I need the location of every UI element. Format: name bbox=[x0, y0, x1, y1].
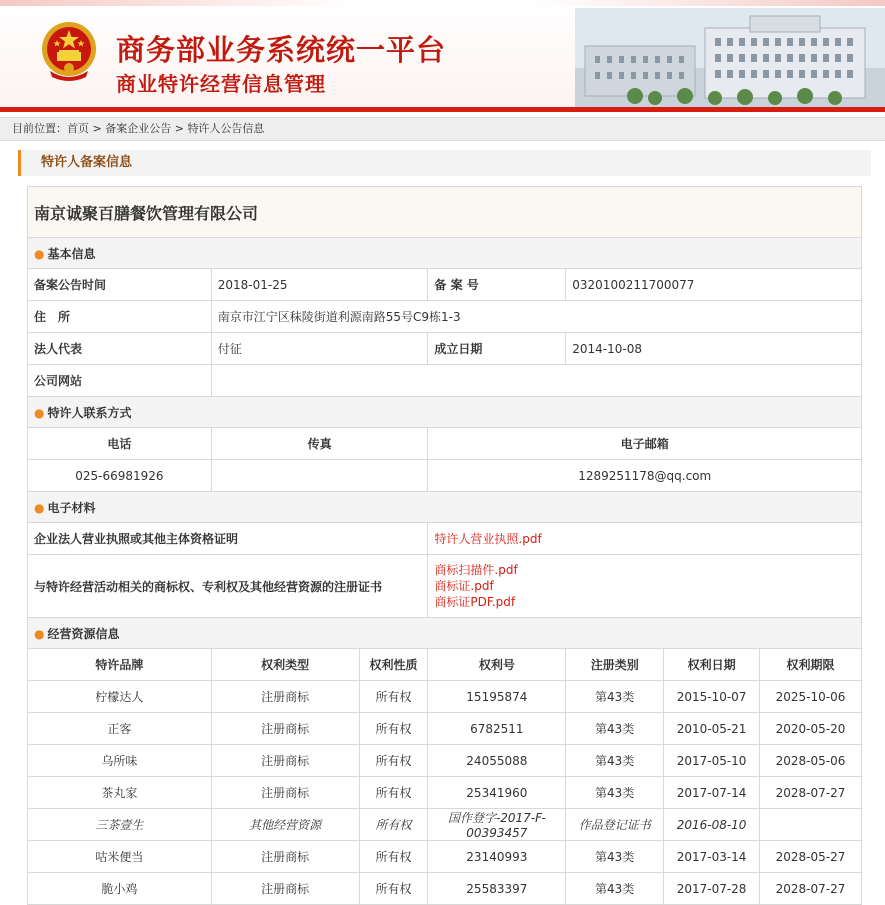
materials-row bbox=[28, 523, 862, 555]
resources-heading: 经营资源信息 bbox=[47, 626, 120, 641]
table-cell: 2017-03-14 bbox=[664, 841, 760, 873]
table-cell: 2025-10-06 bbox=[760, 681, 862, 713]
column-header: 权利性质 bbox=[359, 649, 428, 681]
email-value[interactable]: 1289251178@qq.com bbox=[428, 460, 862, 492]
table-cell: 2010-05-21 bbox=[664, 713, 760, 745]
table-cell: 所有权 bbox=[359, 745, 428, 777]
table-row bbox=[28, 841, 862, 873]
table-cell: 2017-07-14 bbox=[664, 777, 760, 809]
table-cell: 注册商标 bbox=[211, 745, 359, 777]
table-row bbox=[28, 777, 862, 809]
table-cell: 2017-05-10 bbox=[664, 745, 760, 777]
table-cell: 2017-07-28 bbox=[664, 873, 760, 905]
column-header: 权利日期 bbox=[664, 649, 760, 681]
table-cell: 柠檬达人 bbox=[28, 681, 212, 713]
table-cell: 2020-05-20 bbox=[760, 713, 862, 745]
table-cell: 2028-05-06 bbox=[760, 745, 862, 777]
platform-title: 商务部业务系统统一平台 bbox=[116, 33, 447, 67]
bullet-icon: ● bbox=[34, 246, 45, 261]
contact-value-row bbox=[28, 460, 862, 492]
website-label: 公司网站 bbox=[28, 365, 212, 397]
record-no-value: 0320100211700077 bbox=[566, 269, 862, 301]
pdf-link[interactable]: 商标证PDF.pdf bbox=[434, 595, 516, 609]
table-cell: 23140993 bbox=[428, 841, 566, 873]
table-cell: 25341960 bbox=[428, 777, 566, 809]
record-no-label: 备 案 号 bbox=[428, 269, 566, 301]
breadcrumb-separator: > bbox=[89, 122, 106, 135]
table-cell: 其他经营资源 bbox=[211, 809, 359, 841]
column-header: 权利类型 bbox=[211, 649, 359, 681]
site-header bbox=[0, 0, 885, 112]
table-cell: 所有权 bbox=[359, 809, 428, 841]
established-label: 成立日期 bbox=[428, 333, 566, 365]
announce-time-value: 2018-01-25 bbox=[211, 269, 428, 301]
pdf-link[interactable]: 特许人营业执照.pdf bbox=[434, 531, 542, 546]
company-name: 南京诚聚百膳餐饮管理有限公司 bbox=[28, 187, 862, 238]
table-cell: 国作登字-2017-F-00393457 bbox=[428, 809, 566, 841]
table-cell: 茶丸家 bbox=[28, 777, 212, 809]
fax-value bbox=[211, 460, 428, 492]
established-value: 2014-10-08 bbox=[566, 333, 862, 365]
basic-info-heading: 基本信息 bbox=[47, 246, 96, 261]
table-cell: 第43类 bbox=[566, 777, 664, 809]
breadcrumb-separator: > bbox=[171, 122, 188, 135]
website-value[interactable] bbox=[211, 365, 861, 397]
table-cell: 咕米便当 bbox=[28, 841, 212, 873]
phone-value: 025-66981926 bbox=[28, 460, 212, 492]
table-cell: 所有权 bbox=[359, 777, 428, 809]
table-cell: 6782511 bbox=[428, 713, 566, 745]
contact-header-row bbox=[28, 428, 862, 460]
table-cell: 注册商标 bbox=[211, 713, 359, 745]
basic-info-row bbox=[28, 269, 862, 301]
table-row bbox=[28, 713, 862, 745]
table-cell: 注册商标 bbox=[211, 841, 359, 873]
header-top-stripe bbox=[0, 0, 885, 6]
table-cell: 第43类 bbox=[566, 841, 664, 873]
basic-info-heading-row bbox=[28, 238, 862, 269]
address-label: 住 所 bbox=[28, 301, 212, 333]
contact-heading-row bbox=[28, 397, 862, 428]
table-cell: 15195874 bbox=[428, 681, 566, 713]
materials-heading-row bbox=[28, 492, 862, 523]
table-cell: 作品登记证书 bbox=[566, 809, 664, 841]
legal-rep-label: 法人代表 bbox=[28, 333, 212, 365]
table-cell: 所有权 bbox=[359, 873, 428, 905]
table-cell: 2028-05-27 bbox=[760, 841, 862, 873]
column-header: 注册类别 bbox=[566, 649, 664, 681]
basic-info-row bbox=[28, 333, 862, 365]
pdf-link[interactable]: 商标扫描件.pdf bbox=[434, 563, 518, 577]
resources-body bbox=[28, 681, 862, 905]
franchisor-info-table bbox=[27, 186, 862, 905]
table-cell: 正客 bbox=[28, 713, 212, 745]
table-cell: 注册商标 bbox=[211, 777, 359, 809]
table-cell: 2016-08-10 bbox=[664, 809, 760, 841]
table-cell: 脆小鸡 bbox=[28, 873, 212, 905]
table-cell: 2028-07-27 bbox=[760, 777, 862, 809]
table-row bbox=[28, 681, 862, 713]
table-cell: 所有权 bbox=[359, 681, 428, 713]
basic-info-row bbox=[28, 301, 862, 333]
table-cell: 所有权 bbox=[359, 841, 428, 873]
table-cell: 第43类 bbox=[566, 745, 664, 777]
table-cell: 第43类 bbox=[566, 873, 664, 905]
materials-row bbox=[28, 555, 862, 618]
business-license-label: 企业法人营业执照或其他主体资格证明 bbox=[28, 523, 428, 555]
national-emblem-icon bbox=[40, 21, 98, 83]
table-cell: 注册商标 bbox=[211, 681, 359, 713]
breadcrumb-prefix: 目前位置： bbox=[12, 122, 67, 135]
bullet-icon: ● bbox=[34, 626, 45, 641]
platform-subtitle: 商业特许经营信息管理 bbox=[116, 72, 326, 96]
table-cell: 所有权 bbox=[359, 713, 428, 745]
email-label: 电子邮箱 bbox=[428, 428, 862, 460]
table-cell: 注册商标 bbox=[211, 873, 359, 905]
business-license-files bbox=[428, 523, 862, 555]
column-header: 特许品牌 bbox=[28, 649, 212, 681]
basic-info-row bbox=[28, 365, 862, 397]
materials-heading: 电子材料 bbox=[47, 500, 96, 515]
header-red-bar bbox=[0, 107, 885, 112]
table-cell: 乌所味 bbox=[28, 745, 212, 777]
trademark-cert-label: 与特许经营活动相关的商标权、专利权及其他经营资源的注册证书 bbox=[28, 555, 428, 618]
breadcrumb-item-current: 特许人公告信息 bbox=[187, 122, 265, 135]
column-header: 权利期限 bbox=[760, 649, 862, 681]
ministry-building-image bbox=[575, 8, 885, 107]
pdf-link[interactable]: 商标证.pdf bbox=[434, 579, 494, 593]
legal-rep-value: 付征 bbox=[211, 333, 428, 365]
table-cell bbox=[760, 809, 862, 841]
column-header: 权利号 bbox=[428, 649, 566, 681]
table-cell: 第43类 bbox=[566, 713, 664, 745]
breadcrumb-item-announcements[interactable]: 备案企业公告 bbox=[105, 122, 172, 135]
breadcrumb bbox=[0, 117, 885, 141]
announce-time-label: 备案公告时间 bbox=[28, 269, 212, 301]
section-title: 特许人备案信息 bbox=[18, 150, 871, 176]
resources-header-row bbox=[28, 649, 862, 681]
contact-heading: 特许人联系方式 bbox=[47, 405, 132, 420]
table-cell: 25583397 bbox=[428, 873, 566, 905]
table-cell: 2015-10-07 bbox=[664, 681, 760, 713]
resources-heading-row bbox=[28, 618, 862, 649]
table-cell: 第43类 bbox=[566, 681, 664, 713]
table-row bbox=[28, 809, 862, 841]
fax-label: 传真 bbox=[211, 428, 428, 460]
trademark-cert-files bbox=[428, 555, 862, 618]
address-value: 南京市江宁区秣陵街道利源南路55号C9栋1-3 bbox=[211, 301, 861, 333]
table-cell: 2028-07-27 bbox=[760, 873, 862, 905]
table-row bbox=[28, 745, 862, 777]
phone-label: 电话 bbox=[28, 428, 212, 460]
company-row bbox=[28, 187, 862, 238]
table-row bbox=[28, 873, 862, 905]
breadcrumb-item-home[interactable]: 首页 bbox=[67, 122, 89, 135]
table-cell: 三茶壹生 bbox=[28, 809, 212, 841]
bullet-icon: ● bbox=[34, 500, 45, 515]
table-cell: 24055088 bbox=[428, 745, 566, 777]
bullet-icon: ● bbox=[34, 405, 45, 420]
